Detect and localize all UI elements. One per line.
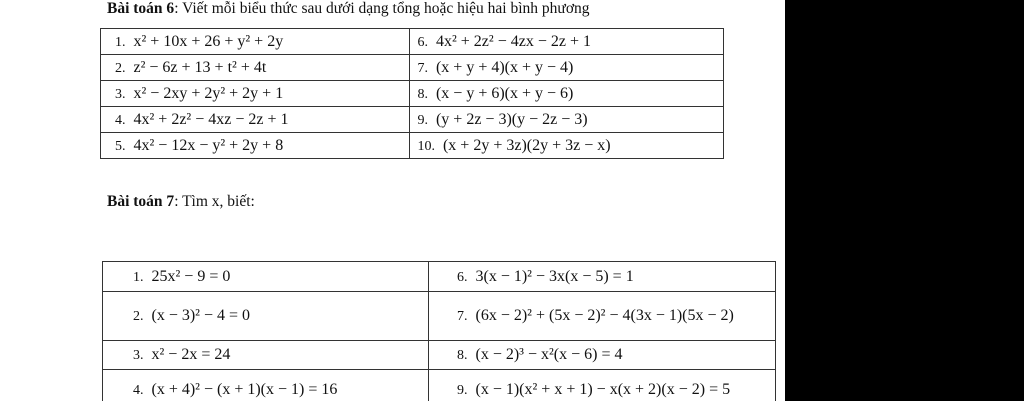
item-number: 9. bbox=[417, 112, 428, 128]
table-row bbox=[101, 55, 724, 81]
table-cell bbox=[103, 262, 429, 292]
problem-7-heading bbox=[107, 193, 255, 211]
item-number: 8. bbox=[457, 348, 468, 363]
item-number: 8. bbox=[417, 86, 428, 102]
problem-7-label: Bài toán 7 bbox=[107, 193, 175, 210]
table-row bbox=[101, 29, 724, 55]
table-cell bbox=[410, 107, 724, 133]
expression: (x − 2)³ − x²(x − 6) = 4 bbox=[475, 346, 623, 363]
item-number: 2. bbox=[133, 309, 144, 324]
expression: (x + y + 4)(x + y − 4) bbox=[435, 58, 574, 76]
item-number: 4. bbox=[115, 112, 126, 128]
table-cell bbox=[101, 133, 410, 159]
item-number: 1. bbox=[115, 34, 126, 50]
item-number: 6. bbox=[457, 269, 468, 285]
problem-6-heading bbox=[107, 0, 590, 18]
table-cell bbox=[101, 81, 410, 107]
item-number: 7. bbox=[417, 60, 428, 76]
table-row bbox=[101, 81, 724, 107]
expression: x² + 10x + 26 + y² + 2y bbox=[133, 32, 284, 50]
expression: (x − 3)² − 4 = 0 bbox=[151, 307, 251, 324]
item-number: 7. bbox=[457, 309, 468, 324]
table-cell bbox=[410, 81, 724, 107]
expression: (y + 2z − 3)(y − 2z − 3) bbox=[435, 110, 588, 128]
table-row bbox=[103, 262, 776, 292]
table-cell bbox=[103, 370, 429, 401]
problem-7-text: : Tìm x, biết: bbox=[174, 193, 255, 210]
expression: (x − 1)(x² + x + 1) − x(x + 2)(x − 2) = 5 bbox=[475, 380, 731, 398]
table-row bbox=[103, 370, 776, 401]
table-row bbox=[103, 292, 776, 341]
expression: 4x² + 2z² − 4zx − 2z + 1 bbox=[435, 32, 591, 50]
item-number: 10. bbox=[417, 138, 435, 154]
table-cell bbox=[103, 292, 429, 341]
table-cell bbox=[410, 133, 724, 159]
table-cell bbox=[101, 29, 410, 55]
item-number: 4. bbox=[133, 382, 144, 398]
problem-6-table bbox=[100, 28, 724, 159]
expression: 4x² + 2z² − 4xz − 2z + 1 bbox=[133, 110, 289, 128]
item-number: 6. bbox=[417, 34, 428, 50]
item-number: 9. bbox=[457, 382, 468, 398]
expression: 3(x − 1)² − 3x(x − 5) = 1 bbox=[475, 267, 634, 285]
item-number: 3. bbox=[133, 348, 144, 363]
table-cell bbox=[101, 55, 410, 81]
table-row bbox=[101, 107, 724, 133]
table-row bbox=[101, 133, 724, 159]
table-cell bbox=[429, 292, 776, 341]
expression: x² − 2xy + 2y² + 2y + 1 bbox=[133, 84, 284, 102]
problem-7-table bbox=[102, 261, 776, 401]
table-cell bbox=[429, 341, 776, 370]
expression: x² − 2x = 24 bbox=[151, 346, 231, 363]
expression: (x + 2y + 3z)(2y + 3z − x) bbox=[442, 136, 611, 154]
table-cell bbox=[410, 55, 724, 81]
expression: (x − y + 6)(x + y − 6) bbox=[435, 84, 574, 102]
expression: 25x² − 9 = 0 bbox=[151, 267, 231, 285]
table-cell bbox=[429, 370, 776, 401]
table-cell bbox=[410, 29, 724, 55]
table-cell bbox=[101, 107, 410, 133]
table-cell bbox=[103, 341, 429, 370]
item-number: 1. bbox=[133, 269, 144, 285]
expression: (x + 4)² − (x + 1)(x − 1) = 16 bbox=[151, 380, 338, 398]
table-cell bbox=[429, 262, 776, 292]
item-number: 3. bbox=[115, 86, 126, 102]
expression: 4x² − 12x − y² + 2y + 8 bbox=[133, 136, 284, 154]
item-number: 2. bbox=[115, 60, 126, 76]
expression: (6x − 2)² + (5x − 2)² − 4(3x − 1)(5x − 2) bbox=[475, 307, 734, 324]
problem-6-text: : Viết mỗi biểu thức sau dưới dạng tổng hoặc hiệu hai bình phương bbox=[174, 0, 590, 17]
table-row bbox=[103, 341, 776, 370]
item-number: 5. bbox=[115, 138, 126, 154]
expression: z² − 6z + 13 + t² + 4t bbox=[133, 58, 267, 76]
problem-6-label: Bài toán 6 bbox=[107, 0, 175, 17]
